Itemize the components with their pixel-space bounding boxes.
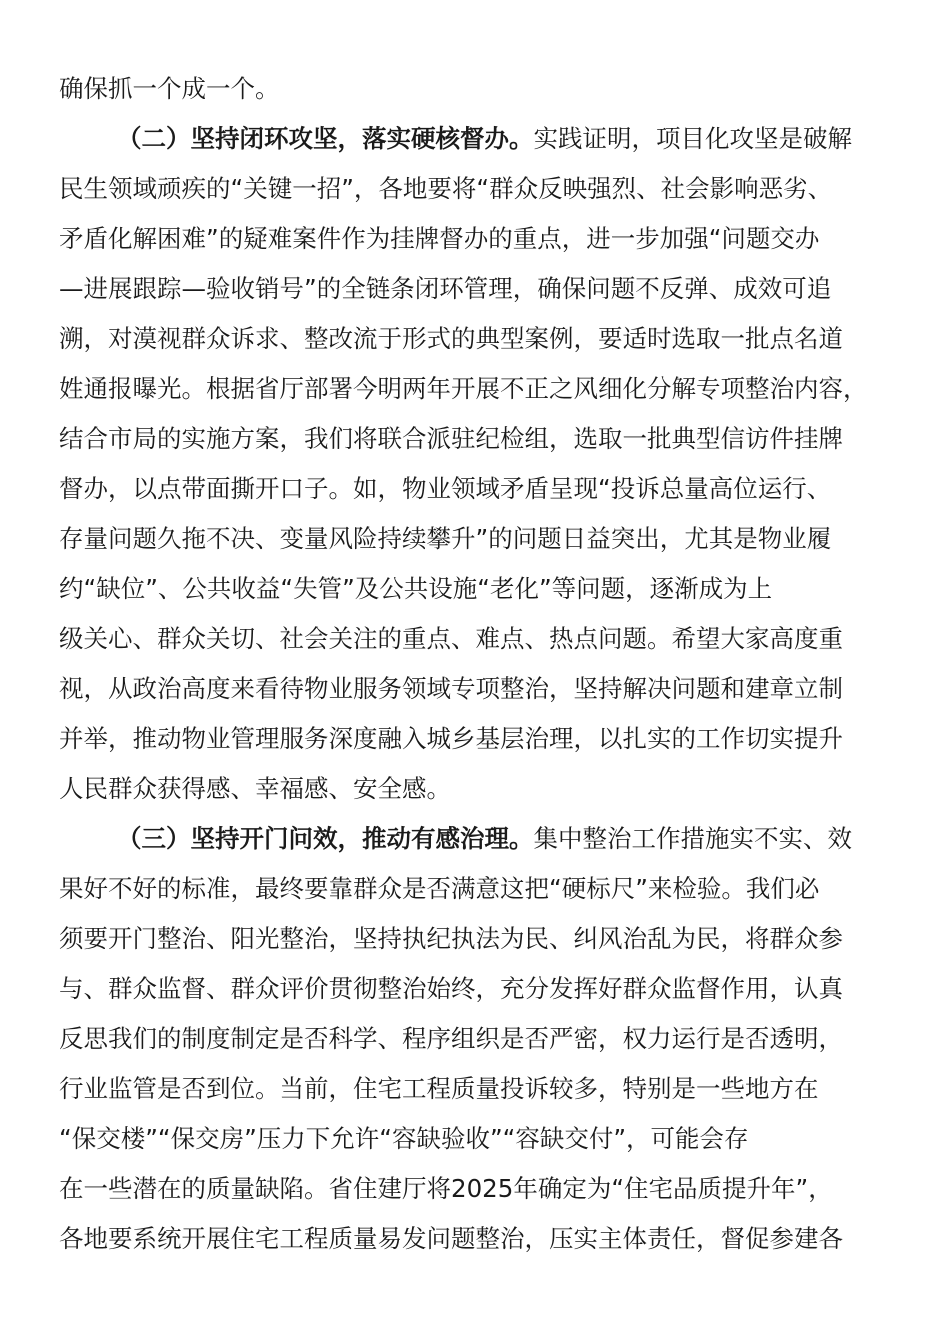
- line-text: 与、群众监督、群众评价贯彻整治始终，充分发挥好群众监督作用，认真: [59, 974, 843, 1003]
- text-line: [59, 764, 889, 814]
- line-text: 反思我们的制度制定是否科学、程序组织是否严密，权力运行是否透明，: [59, 1024, 843, 1053]
- line-text: 存量问题久拖不决、变量风险持续攀升”的问题日益突出，尤其是物业履: [59, 524, 832, 553]
- line-text: “保交楼”“保交房”压力下允许“容缺验收”“容缺交付”，可能会存: [59, 1124, 749, 1153]
- text-line: [59, 714, 889, 764]
- line-text: 级关心、群众关切、社会关注的重点、难点、热点问题。希望大家高度重: [59, 624, 843, 653]
- text-line: [59, 1164, 889, 1214]
- line-text: 姓通报曝光。根据省厅部署今明两年开展不正之风细化分解专项整治内容，: [59, 374, 868, 403]
- text-line: [59, 64, 889, 114]
- text-line: [59, 414, 889, 464]
- line-text: 须要开门整治、阳光整治，坚持执纪执法为民、纠风治乱为民，将群众参: [59, 924, 843, 953]
- text-line: [59, 214, 889, 264]
- section-heading-line: [59, 114, 889, 164]
- line-text: 各地要系统开展住宅工程质量易发问题整治，压实主体责任，督促参建各: [59, 1224, 843, 1253]
- section-heading: （三）坚持开门问效，推动有感治理。: [117, 824, 534, 853]
- text-line: [59, 964, 889, 1014]
- text-line: [59, 514, 889, 564]
- text-line: [59, 1064, 889, 1114]
- line-text: 结合市局的实施方案，我们将联合派驻纪检组，选取一批典型信访件挂牌: [59, 424, 843, 453]
- text-line: [59, 1114, 889, 1164]
- line-text: 在一些潜在的质量缺陷。省住建厅将2025年确定为“住宅品质提升年”，: [59, 1174, 833, 1203]
- text-line: [59, 564, 889, 614]
- section-heading: （二）坚持闭环攻坚，落实硬核督办。: [117, 124, 534, 153]
- text-line: [59, 1014, 889, 1064]
- line-text: 确保抓一个成一个。: [59, 74, 280, 103]
- line-text: 矛盾化解困难”的疑难案件作为挂牌督办的重点，进一步加强“问题交办: [59, 224, 820, 253]
- line-text: 督办，以点带面撕开口子。如，物业领域矛盾呈现“投诉总量高位运行、: [59, 474, 832, 503]
- line-text: 溯，对漠视群众诉求、整改流于形式的典型案例，要适时选取一批点名道: [59, 324, 843, 353]
- document-body: [59, 64, 889, 1264]
- text-line: [59, 464, 889, 514]
- text-line: [59, 914, 889, 964]
- line-text: 行业监管是否到位。当前，住宅工程质量投诉较多，特别是一些地方在: [59, 1074, 819, 1103]
- line-text: 视，从政治高度来看待物业服务领域专项整治，坚持解决问题和建章立制: [59, 674, 843, 703]
- text-line: [59, 864, 889, 914]
- text-line: [59, 1214, 889, 1264]
- line-text: 并举，推动物业管理服务深度融入城乡基层治理，以扎实的工作切实提升: [59, 724, 843, 753]
- text-line: [59, 664, 889, 714]
- text-line: [59, 264, 889, 314]
- line-text: 实践证明，项目化攻坚是破解: [533, 124, 852, 153]
- line-text: 集中整治工作措施实不实、效: [533, 824, 852, 853]
- text-line: [59, 614, 889, 664]
- line-text: 果好不好的标准，最终要靠群众是否满意这把“硬标尺”来检验。我们必: [59, 874, 820, 903]
- line-text: —进展跟踪—验收销号”的全链条闭环管理，确保问题不反弹、成效可追: [59, 274, 832, 303]
- text-line: [59, 364, 889, 414]
- text-line: [59, 164, 889, 214]
- line-text: 人民群众获得感、幸福感、安全感。: [59, 774, 451, 803]
- line-text: 民生领域顽疾的“关键一招”，各地要将“群众反映强烈、社会影响恶劣、: [59, 174, 833, 203]
- text-line: [59, 314, 889, 364]
- line-text: 约“缺位”、公共收益“失管”及公共设施“老化”等问题，逐渐成为上: [59, 574, 773, 603]
- section-heading-line: [59, 814, 889, 864]
